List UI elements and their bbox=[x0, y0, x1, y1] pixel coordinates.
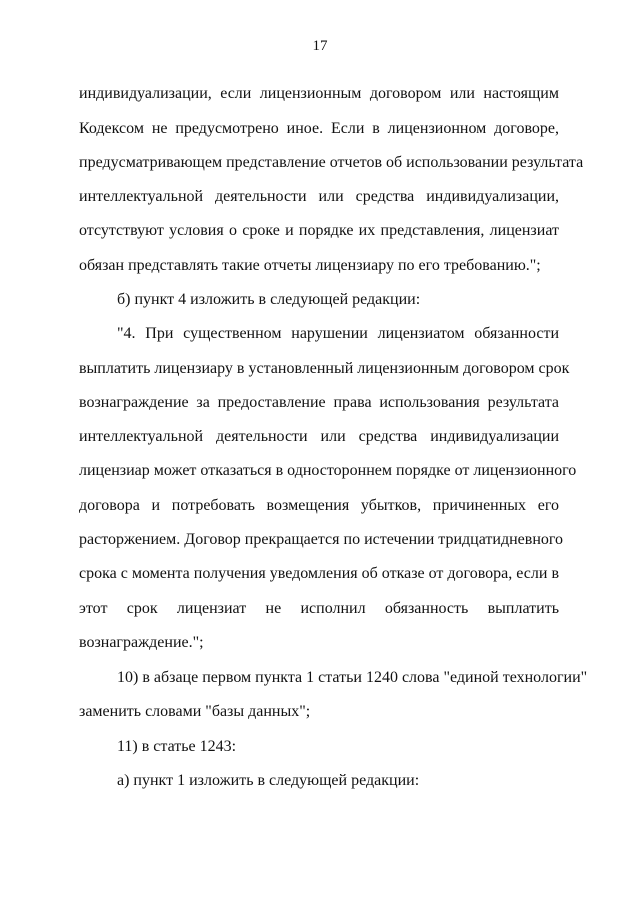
paragraph-line: лицензиар может отказаться в одностороннем порядке от лицензионного bbox=[79, 462, 577, 479]
paragraph-line: 11) в статье 1243: bbox=[117, 738, 237, 755]
paragraph-line: индивидуализации, если лицензионным договором или настоящим bbox=[79, 85, 559, 102]
paragraph-line: вознаграждение."; bbox=[79, 634, 204, 651]
paragraph-line: предусматривающем представление отчетов об использовании результата bbox=[79, 154, 584, 171]
paragraph-line: отсутствуют условия о сроке и порядке их представления, лицензиат bbox=[79, 222, 559, 239]
paragraph-line: вознаграждение за предоставление права использования результата bbox=[79, 394, 559, 411]
paragraph-line: "4. При существенном нарушении лицензиатом обязанности bbox=[117, 325, 559, 342]
page-number: 17 bbox=[312, 38, 328, 54]
paragraph-line: интеллектуальной деятельности или средства индивидуализации, bbox=[79, 188, 559, 205]
paragraph-line: расторжением. Договор прекращается по истечении тридцатидневного bbox=[79, 531, 564, 548]
paragraph-line: срока с момента получения уведомления об отказе от договора, если в bbox=[79, 565, 559, 582]
paragraph-line: б) пункт 4 изложить в следующей редакции: bbox=[117, 291, 421, 308]
paragraph-line: Кодексом не предусмотрено иное. Если в лицензионном договоре, bbox=[79, 120, 559, 137]
paragraph-line: 10) в абзаце первом пункта 1 статьи 1240 слова "единой технологии" bbox=[117, 669, 588, 686]
paragraph-line: а) пункт 1 изложить в следующей редакции: bbox=[117, 772, 420, 789]
paragraph-line: заменить словами "базы данных"; bbox=[79, 703, 311, 720]
paragraph-line: договора и потребовать возмещения убытков, причиненных его bbox=[79, 497, 559, 514]
paragraph-line: интеллектуальной деятельности или средства индивидуализации bbox=[79, 428, 559, 445]
paragraph-line: обязан представлять такие отчеты лицензиару по его требованию."; bbox=[79, 257, 541, 274]
paragraph-line: этот срок лицензиат не исполнил обязанность выплатить bbox=[79, 600, 559, 617]
paragraph-line: выплатить лицензиару в установленный лицензионным договором срок bbox=[79, 360, 570, 377]
